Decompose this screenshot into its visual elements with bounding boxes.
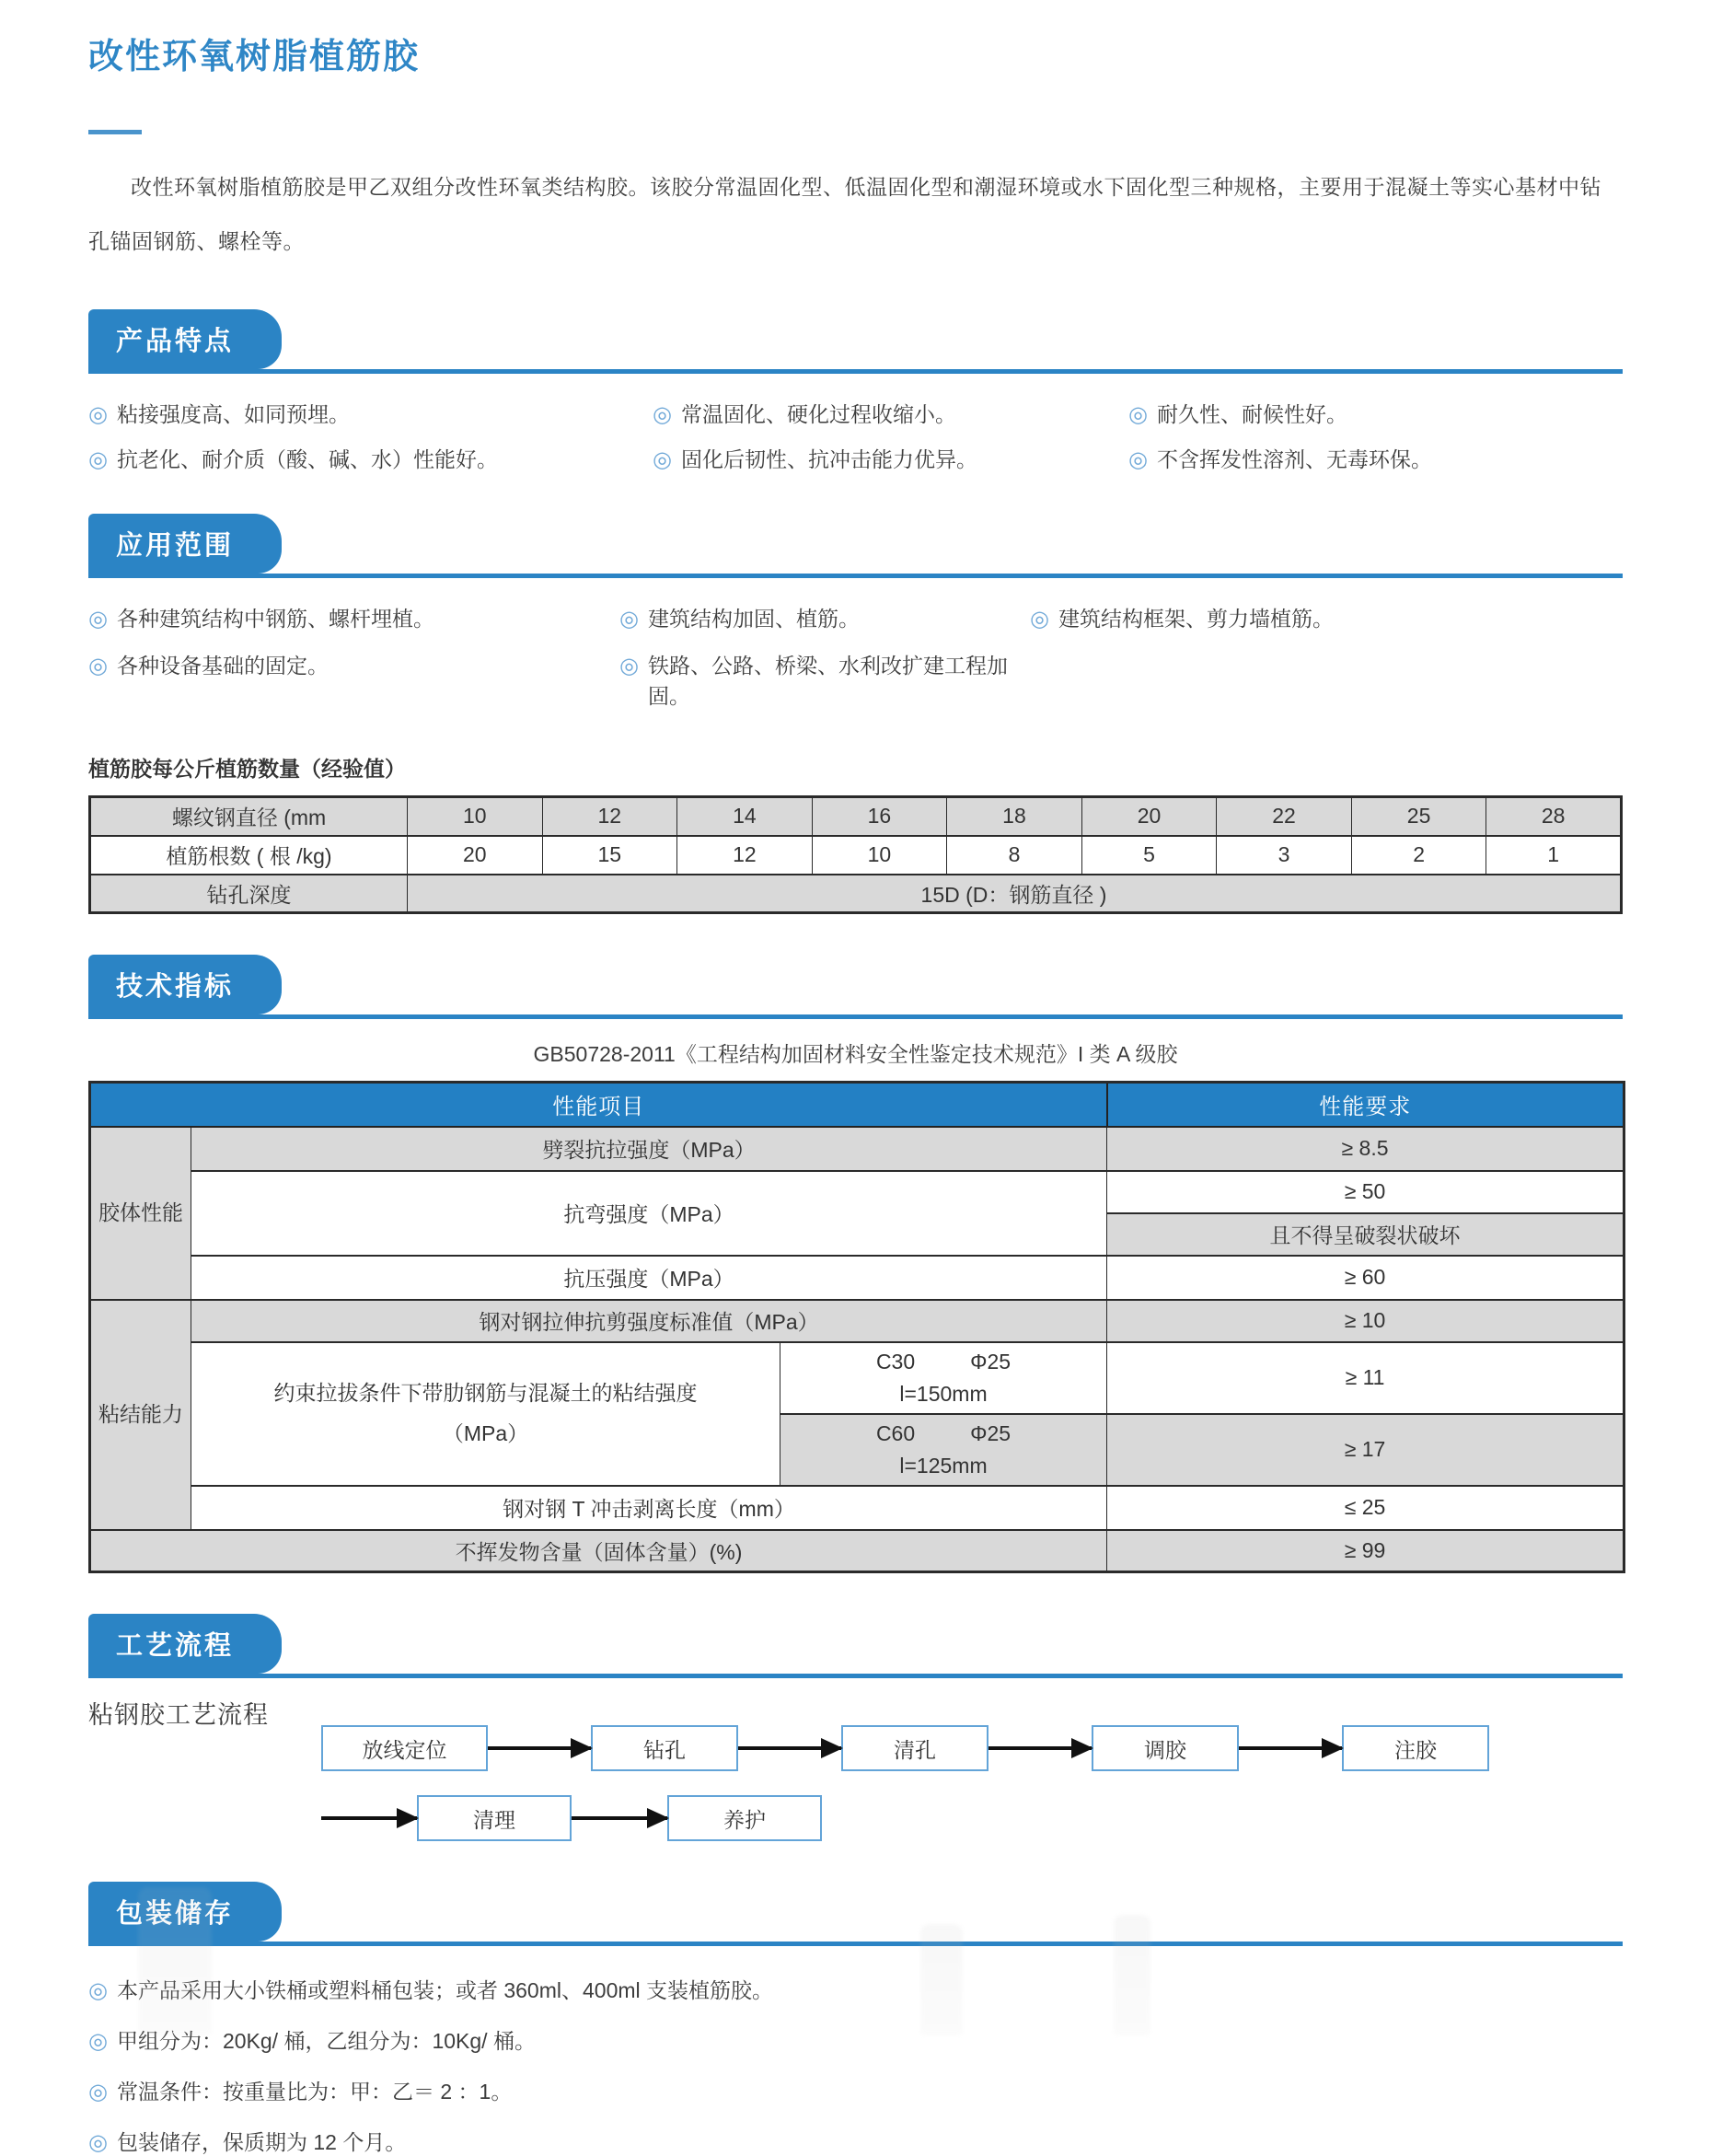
spec-group-cell: 胶体性能 xyxy=(90,1127,191,1300)
spec-item-text: 约束拉拔条件下带肋钢筋与混凝土的粘结强度（MPa） xyxy=(273,1380,698,1445)
feature-item xyxy=(88,398,653,428)
application-text: 各种设备基础的固定。 xyxy=(116,654,329,678)
feature-item xyxy=(1128,398,1623,428)
flow-step: 养护 xyxy=(667,1795,822,1841)
process-subtitle: 粘钢胶工艺流程 xyxy=(88,1701,269,1729)
arrow-right-icon xyxy=(1239,1746,1342,1750)
scan-watermark xyxy=(920,1924,963,2035)
spec-row xyxy=(90,1530,1624,1572)
feature-item xyxy=(88,443,653,473)
dosage-row-label: 植筋根数 ( 根 /kg) xyxy=(90,836,408,875)
dosage-row-label: 钻孔深度 xyxy=(90,875,408,913)
packaging-item xyxy=(88,2126,1623,2156)
section-badge-applications: 应用范围 xyxy=(88,514,282,574)
diameter-cell: 16 xyxy=(812,797,947,836)
dosage-header-row xyxy=(90,797,1622,836)
arrow-right-icon xyxy=(988,1746,1092,1750)
title-underline xyxy=(88,130,142,134)
spec-item-cell: 不挥发物含量（固体含量）(%) xyxy=(90,1530,1107,1572)
embed-length: l=125mm xyxy=(899,1453,988,1478)
dosage-row-label: 螺纹钢直径 (mm xyxy=(90,797,408,836)
feature-text: 抗老化、耐介质（酸、碱、水）性能好。 xyxy=(116,447,498,471)
rebar-diameter: Φ25 xyxy=(970,1420,1012,1445)
arrow-right-icon xyxy=(572,1816,667,1820)
bullseye-bullet-icon: ◎ xyxy=(619,607,639,632)
bullseye-bullet-icon: ◎ xyxy=(88,2130,108,2155)
spec-req-cell: ≤ 25 xyxy=(1107,1486,1624,1530)
spec-row xyxy=(90,1342,1624,1414)
subcondition-line1 xyxy=(784,1421,1103,1446)
section-header-features xyxy=(88,309,1623,374)
packaging-list xyxy=(88,1974,1623,2156)
scan-watermark xyxy=(1114,1915,1150,2035)
count-cell: 15 xyxy=(542,836,677,875)
section-badge-features: 产品特点 xyxy=(88,309,282,369)
diameter-cell: 28 xyxy=(1486,797,1622,836)
arrow-right-icon xyxy=(488,1746,591,1750)
feature-text: 粘接强度高、如同预埋。 xyxy=(116,402,350,426)
bullseye-bullet-icon: ◎ xyxy=(88,447,108,472)
count-cell: 3 xyxy=(1217,836,1352,875)
spec-req-cell: ≥ 50 xyxy=(1107,1171,1624,1213)
embed-length: l=150mm xyxy=(899,1381,988,1406)
spec-item-cell: 抗压强度（MPa） xyxy=(191,1256,1107,1300)
bullseye-bullet-icon: ◎ xyxy=(88,2080,108,2104)
spec-row xyxy=(90,1486,1624,1530)
feature-text: 耐久性、耐候性好。 xyxy=(1156,402,1347,426)
count-cell: 20 xyxy=(408,836,543,875)
count-cell: 12 xyxy=(677,836,813,875)
packaging-item xyxy=(88,2075,1623,2105)
bullseye-bullet-icon: ◎ xyxy=(653,402,672,427)
packaging-item xyxy=(88,2024,1623,2055)
flow-step: 钻孔 xyxy=(591,1725,738,1771)
spec-col-item-header: 性能项目 xyxy=(90,1083,1107,1127)
diameter-cell: 18 xyxy=(947,797,1082,836)
diameter-cell: 22 xyxy=(1217,797,1352,836)
standard-reference: GB50728-2011《工程结构加固材料安全性鉴定技术规范》I 类 A 级胶 xyxy=(533,1042,1178,1066)
process-flow-row-2 xyxy=(321,1795,1623,1841)
bullseye-bullet-icon: ◎ xyxy=(88,1978,108,2003)
dosage-table-caption: 植筋胶每公斤植筋数量（经验值） xyxy=(88,757,406,781)
arrow-right-icon xyxy=(321,1816,417,1820)
feature-item xyxy=(1128,443,1623,473)
application-text: 建筑结构框架、剪力墙植筋。 xyxy=(1058,607,1334,631)
flow-step: 注胶 xyxy=(1342,1725,1489,1771)
subcondition-line1 xyxy=(784,1350,1103,1374)
dosage-table xyxy=(88,795,1623,914)
spec-header-row xyxy=(90,1083,1624,1127)
count-cell: 8 xyxy=(947,836,1082,875)
process-flow-row-1 xyxy=(321,1725,1623,1771)
section-badge-packaging: 包装储存 xyxy=(88,1882,282,1942)
dosage-depth-row xyxy=(90,875,1622,913)
packaging-text: 常温条件：按重量比为：甲：乙＝ 2 ：1。 xyxy=(116,2080,513,2104)
application-item xyxy=(88,649,619,710)
bullseye-bullet-icon: ◎ xyxy=(1128,447,1148,472)
section-header-process xyxy=(88,1614,1623,1678)
diameter-cell: 25 xyxy=(1351,797,1486,836)
spec-req-cell: ≥ 10 xyxy=(1107,1300,1624,1342)
spec-req-cell: ≥ 17 xyxy=(1107,1414,1624,1486)
diameter-cell: 10 xyxy=(408,797,543,836)
spec-item-cell: 抗弯强度（MPa） xyxy=(191,1171,1107,1256)
spec-item-cell: 钢对钢拉伸抗剪强度标准值（MPa） xyxy=(191,1300,1107,1342)
concrete-grade: C30 xyxy=(875,1349,916,1374)
section-badge-process: 工艺流程 xyxy=(88,1614,282,1674)
features-list xyxy=(88,398,1623,473)
spec-group-cell: 粘结能力 xyxy=(90,1300,191,1530)
flow-step: 调胶 xyxy=(1092,1725,1239,1771)
application-item xyxy=(1030,602,1623,632)
feature-item xyxy=(653,443,1128,473)
intro-paragraph: 改性环氧树脂植筋胶是甲乙双组分改性环氧类结构胶。该胶分常温固化型、低温固化型和潮湿环境或水下固化型三种规格，主要用于混凝土等实心基材中钻孔锚固钢筋、螺栓等。 xyxy=(88,175,1601,253)
packaging-text: 本产品采用大小铁桶或塑料桶包装；或者 360ml、400ml 支装植筋胶。 xyxy=(116,1978,774,2002)
page-title: 改性环氧树脂植筋胶 xyxy=(88,38,421,76)
count-cell: 10 xyxy=(812,836,947,875)
diameter-cell: 20 xyxy=(1081,797,1217,836)
flow-step: 清理 xyxy=(417,1795,572,1841)
bullseye-bullet-icon: ◎ xyxy=(88,607,108,632)
bullseye-bullet-icon: ◎ xyxy=(88,402,108,427)
count-cell: 2 xyxy=(1351,836,1486,875)
application-text: 铁路、公路、桥梁、水利改扩建工程加固。 xyxy=(647,654,1008,708)
section-header-applications xyxy=(88,514,1623,578)
count-cell: 1 xyxy=(1486,836,1622,875)
concrete-grade: C60 xyxy=(875,1420,916,1445)
dosage-count-row xyxy=(90,836,1622,875)
depth-value-cell: 15D (D：钢筋直径 ) xyxy=(408,875,1622,913)
section-header-packaging xyxy=(88,1882,1623,1946)
feature-item xyxy=(653,398,1128,428)
spec-row xyxy=(90,1127,1624,1171)
section-badge-specs: 技术指标 xyxy=(88,955,282,1014)
rebar-diameter: Φ25 xyxy=(970,1349,1012,1374)
spec-item-cell: 钢对钢 T 冲击剥离长度（mm） xyxy=(191,1486,1107,1530)
application-item xyxy=(619,602,1030,632)
spec-item-cell: 劈裂抗拉强度（MPa） xyxy=(191,1127,1107,1171)
application-text: 建筑结构加固、植筋。 xyxy=(647,607,860,631)
bullseye-bullet-icon: ◎ xyxy=(653,447,672,472)
diameter-cell: 14 xyxy=(677,797,813,836)
spec-req-cell: ≥ 99 xyxy=(1107,1530,1624,1572)
feature-text: 常温固化、硬化过程收缩小。 xyxy=(680,402,956,426)
packaging-text: 甲组分为：20Kg/ 桶，乙组分为：10Kg/ 桶。 xyxy=(116,2029,536,2053)
spec-req-cell: ≥ 60 xyxy=(1107,1256,1624,1300)
section-header-specs xyxy=(88,955,1623,1019)
application-item xyxy=(619,649,1030,710)
diameter-cell: 12 xyxy=(542,797,677,836)
spec-table xyxy=(88,1081,1625,1573)
application-item xyxy=(88,602,619,632)
applications-list xyxy=(88,602,1623,710)
spec-row xyxy=(90,1300,1624,1342)
bullseye-bullet-icon: ◎ xyxy=(1030,607,1049,632)
flow-step: 放线定位 xyxy=(321,1725,488,1771)
flow-step: 清孔 xyxy=(841,1725,988,1771)
arrow-right-icon xyxy=(738,1746,841,1750)
spec-row xyxy=(90,1171,1624,1213)
scan-watermark xyxy=(138,1887,212,2035)
count-cell: 5 xyxy=(1081,836,1217,875)
feature-text: 不含挥发性溶剂、无毒环保。 xyxy=(1156,447,1432,471)
spec-req-cell: 且不得呈破裂状破坏 xyxy=(1107,1213,1624,1256)
packaging-text: 包装储存，保质期为 12 个月。 xyxy=(116,2130,407,2154)
spec-subcondition-cell xyxy=(780,1342,1107,1414)
bullseye-bullet-icon: ◎ xyxy=(619,654,639,678)
spec-req-cell: ≥ 8.5 xyxy=(1107,1127,1624,1171)
spec-item-cell xyxy=(191,1342,780,1486)
packaging-item xyxy=(88,1974,1623,2004)
bullseye-bullet-icon: ◎ xyxy=(1128,402,1148,427)
spec-subcondition-cell xyxy=(780,1414,1107,1486)
feature-text: 固化后韧性、抗冲击能力优异。 xyxy=(680,447,977,471)
spec-req-cell: ≥ 11 xyxy=(1107,1342,1624,1414)
bullseye-bullet-icon: ◎ xyxy=(88,654,108,678)
application-text: 各种建筑结构中钢筋、螺杆埋植。 xyxy=(116,607,434,631)
bullseye-bullet-icon: ◎ xyxy=(88,2029,108,2054)
spec-col-req-header: 性能要求 xyxy=(1107,1083,1624,1127)
spec-row xyxy=(90,1256,1624,1300)
